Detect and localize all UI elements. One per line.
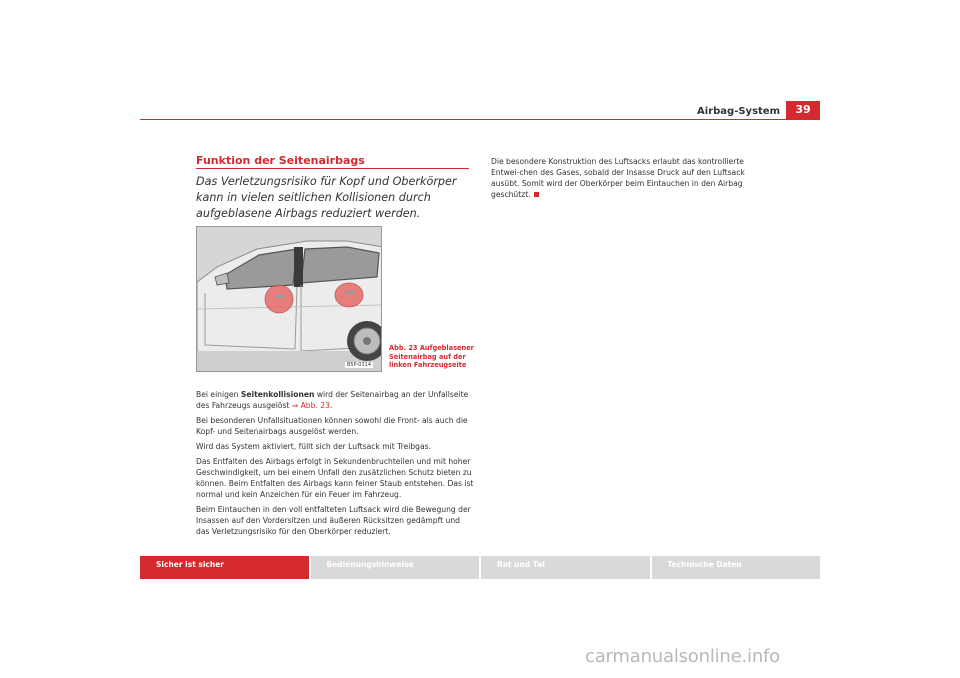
figure-reference-link[interactable]: ⇒ Abb. 23 <box>291 401 330 410</box>
paragraph-1-text: Bei einigen <box>196 390 241 399</box>
paragraph-right-1 <box>491 156 773 200</box>
figure-caption: Abb. 23 Aufgeblasener Seitenairbag auf der linken Fahrzeugseite <box>389 344 474 369</box>
running-header-title: Airbag-System <box>697 106 780 117</box>
section-title: Funktion der Seitenairbags <box>196 154 365 167</box>
watermark: carmanualsonline.info <box>585 646 780 667</box>
footer-nav <box>140 556 820 579</box>
body-right-column <box>491 156 773 204</box>
paragraph-5: Beim Eintauchen in den voll entfalteten Luftsack wird die Bewegung der Insassen auf den Vordersitzen und äußeren Rücksitzen gedämpft und das Verletzungsrisiko für den Oberkörper reduziert. <box>196 505 471 536</box>
figure-side-airbag <box>196 226 382 372</box>
car-side-airbag-illustration <box>197 227 382 372</box>
paragraph-1 <box>196 389 474 411</box>
paragraph-1-end: . <box>329 401 333 410</box>
paragraph-right-1-text: Die besondere Konstruktion des Luftsacks erlaubt das kontrollierte Entwei-chen des Gases, sobald der Insasse Druck auf den Luftsack ausübt. Somit wird der Oberkörper beim Eintauchen in den Airbag geschützt. <box>491 157 745 199</box>
header-rule <box>140 119 820 120</box>
paragraph-4: Das Entfalten des Airbags erfolgt in Sekundenbruchteilen und mit hoher Geschwindigkeit, um bei einem Unfall den zusätzlichen Schutz bieten zu können. Beim Entfalten des Airbags kann feiner Staub entstehen. Das ist normal und kein Anzeichen für ein Feuer im Fahrzeug. <box>196 457 474 499</box>
footer-tab-bedienungshinweise[interactable]: Bedienungshinweise <box>311 556 480 579</box>
figure-code: B5P-0314 <box>346 362 371 368</box>
footer-tab-rat-und-tat[interactable]: Rat und Tat <box>481 556 650 579</box>
paragraph-3: Wird das System aktiviert, füllt sich der Luftsack mit Treibgas. <box>196 442 432 451</box>
section-rule <box>196 168 469 169</box>
paragraph-1-text-cont: wird der Seitenairbag an der Unfallseite des Fahrzeugs ausgelöst <box>196 390 469 410</box>
paragraph-2: Bei besonderen Unfallsituationen können sowohl die Front- als auch die Kopf- und Seitenairbags ausgelöst werden. <box>196 416 468 436</box>
term-seitenkollisionen: Seitenkollisionen <box>240 390 315 399</box>
footer-tab-technische-daten[interactable]: Technische Daten <box>652 556 821 579</box>
footer-tab-sicher-ist-sicher[interactable]: Sicher ist sicher <box>140 556 309 579</box>
section-intro: Das Verletzungsrisiko für Kopf und Oberkörper kann in vielen seitlichen Kollisionen durch aufgeblasene Airbags reduziert werden. <box>196 175 457 220</box>
page-number: 39 <box>786 101 820 119</box>
body-left-column <box>196 389 474 541</box>
section-end-marker-icon <box>534 192 539 197</box>
